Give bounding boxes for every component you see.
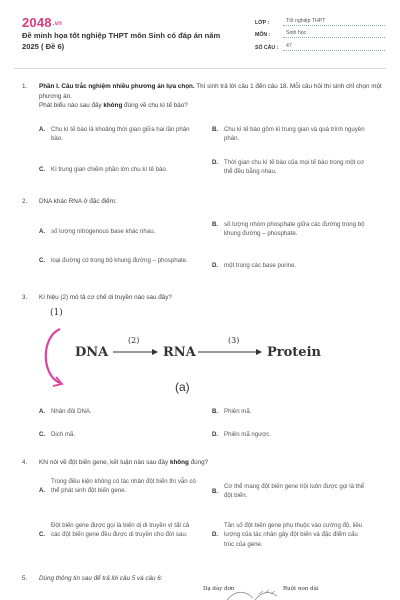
question-4-stem: Khi nói về đột biến gene, kết luận nào sau đây không đúng? [39, 459, 209, 466]
document-page: 2048.vn Đề minh họa tốt nghiệp THPT môn Sinh có đáp án năm 2025 ( Đề 6) LỚP : Tốt nghiệp THPT MÔN : Sinh học SỐ CÂU : 47 1. Phần I. Câu trắc nghiệm nhiều phương án lựa chọn. Thí sinh trả lời câu 1 đến câu 18. Mỗi câu hỏi thí sinh chỉ chọn một phương án. Phát biểu nào sau đây không đúng về chu kì tế bào? A. Chu kì tế bào là khoảng thời gian giữa hai lần phân bào. B. Chu kì tế bào gồm kì trung gian và quá trình nguyên phân. C. Kì trung gian chiếm phần lớn chu kì tế bào. D. Thời gian chu kì tế bào của mọi tế bào trong một cơ thể đều bằng nhau. 2. DNA khác RNA ở đặc điểm: A. số lượng nitrogenous base khác nhau. B. số lượng nhóm phosphate giữa các đường trong bộ khung đường – phosphate. C. loại đường có trong bộ khung đường – phosphate. D. một trong các base purine. 3. Kí hiệu (2) mô tả cơ chế di truyền nào sau đây? (1) DNA (2) RNA (3) Protein (a) A. Nhân đôi DNA. B. Phiên mã. C. Dịch mã. D. Phiên mã ngược. 4. Khi nói về đột biến gene, kết luận nào sau đây không đúng? A. Trong điều kiện không có tác nhân đột biến thì vẫn có thể phát sinh đột biến gene. B. Cơ thể mang đột biến gene trội luôn được gọi là thể đột biến. C. Đột biến gene được gọi là biến dị di truyền vì tất cả các đột biến gene đều được di truyền cho đời sau. D. Tần số đột biến gene phụ thuộc vào cường độ, liều lượng của tác nhân gây đột biến và đặc điểm cấu trúc của gene. 5. Dùng thông tin sau để trả lời câu 5 và câu 6: Dạ dày đơn Ruột non dài [0, 0, 400, 600]
replication-arrow [46, 329, 60, 383]
document-title: Đề minh họa tốt nghiệp THPT môn Sinh có đáp án năm 2025 ( Đề 6) [22, 31, 221, 51]
transcription-arrowhead [152, 349, 158, 355]
label-rna: RNA [163, 345, 196, 360]
question-3: 3. Kí hiệu (2) mô tả cơ chế di truyền nào sau đây? [22, 293, 384, 305]
figure-label-stomach: Dạ dày đơn [203, 586, 235, 592]
question-5: 5. Dùng thông tin sau để trả lời câu 5 và câu 6: [22, 574, 384, 586]
question-3-stem: Kí hiệu (2) mô tả cơ chế di truyền nào sau đây? [39, 294, 172, 301]
label-protein: Protein [267, 345, 321, 360]
label-dna: DNA [75, 345, 109, 360]
label-2: (2) [128, 336, 140, 345]
translation-arrowhead [256, 349, 262, 355]
meta-row-subject: MÔN : Sinh học [255, 26, 385, 39]
question-1: 1. Phần I. Câu trắc nghiệm nhiều phương án lựa chọn. Thí sinh trả lời câu 1 đến câu 18. Mỗi câu hỏi thí sinh chỉ chọn một phương án. Phát biểu nào sau đây không đúng về chu kì tế bào? [22, 82, 384, 182]
diagram-caption: (a) [175, 380, 190, 394]
label-3: (3) [228, 336, 240, 345]
meta-row-count: SỐ CÂU : 47 [255, 38, 385, 51]
question-4: 4. Khi nói về đột biến gene, kết luận nào sau đây không đúng? [22, 458, 384, 470]
question-5-stem: Dùng thông tin sau để trả lời câu 5 và câu 6: [39, 575, 163, 582]
meta-row-class: LỚP : Tốt nghiệp THPT [255, 13, 385, 26]
document-meta [255, 13, 385, 51]
question-1-stem: Phần I. Câu trắc nghiệm nhiều phương án lựa chọn. Thí sinh trả lời câu 1 đến câu 18. Mỗi câu hỏi thí sinh chỉ chọn một phương án. Phát biểu nào sau đây không đúng về chu kì tế bào? [39, 83, 382, 110]
question-2: 2. DNA khác RNA ở đặc điểm: [22, 197, 384, 209]
header-divider [14, 68, 386, 69]
label-1: (1) [50, 308, 63, 318]
site-logo[interactable]: 2048.vn [22, 15, 63, 30]
question-2-stem: DNA khác RNA ở đặc điểm: [39, 198, 117, 205]
digestive-figure-sketch [225, 588, 285, 600]
figure-label-small-intestine: Ruột non dài [283, 586, 319, 592]
